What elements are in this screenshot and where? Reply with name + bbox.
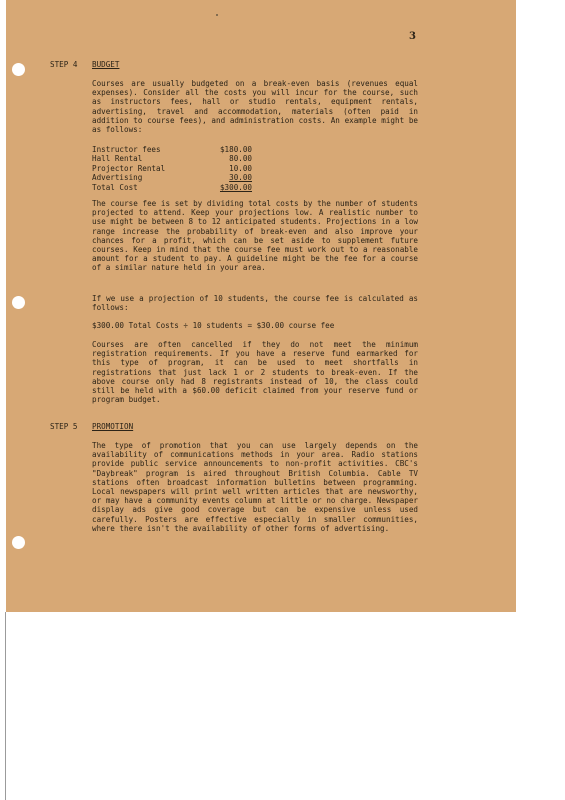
budget-total-row <box>92 183 252 192</box>
step5-label: STEP 5 <box>50 422 78 431</box>
budget-item: Hall Rental <box>92 154 143 164</box>
binder-hole-top <box>12 63 25 76</box>
binder-hole-middle <box>12 296 25 309</box>
budget-intro-paragraph: Courses are usually budgeted on a break-even basis (revenues equal expenses). Consider all the costs you will incur for the course, such as instructors fees, hall or studio rentals, equipment rentals, advertising, travel and accommodation, materials (often paid in addition to course fees), and administration costs. An example might be as follows: <box>92 79 418 135</box>
budget-row <box>92 154 252 163</box>
budget-table <box>92 145 252 192</box>
budget-item: Total Cost <box>92 182 138 192</box>
step5-title: PROMOTION <box>92 422 134 431</box>
budget-row <box>92 164 252 173</box>
budget-amount: 80.00 <box>229 154 252 164</box>
page-number: 3 <box>409 31 416 42</box>
budget-item: Advertising <box>92 173 143 183</box>
cancellation-paragraph: Courses are often cancelled if they do not meet the minimum registration requirements. If you have a reserve fund earmarked for this type of program, it can be used to meet shortfalls in registrations that just lack 1 or 2 students to break-even. If the above course only had 8 registrants instead of 10, the class could still be held with a $60.00 deficit claimed from your reserve fund or program budget. <box>92 340 418 405</box>
budget-row <box>92 145 252 154</box>
course-fee-paragraph: The course fee is set by dividing total costs by the number of students projected to attend. Keep your projections low. A realistic number to use might be between 8 to 12 anticipated students. Projections in a low range increase the probability of break-even and also improve your chances for a profit, which can be set aside to supplement future courses. Keep in mind that the course fee must work out to a reasonable amount for a student to pay. A guideline might be the fee for a course of a similar nature held in your area. <box>92 199 418 273</box>
binder-hole-bottom <box>12 536 25 549</box>
budget-amount: 30.00 <box>229 173 252 183</box>
scan-edge-line <box>5 612 6 800</box>
promotion-paragraph: The type of promotion that you can use largely depends on the availability of communications methods in your area. Radio stations provide public service announcements to non-profit activities. CBC's "Daybreak" program is aired throughout British Columbia. Cable TV stations often broadcast information bulletins between programming. Local newspapers will print well written articles that are newsworthy, or may have a community events column at little or no charge. Newspaper display ads give good coverage but can be expensive unless used carefully. Posters are effective especially in smaller communities, where there isn't the availability of other forms of advertising. <box>92 441 418 533</box>
step4-label: STEP 4 <box>50 60 78 69</box>
budget-total-amount: $300.00 <box>219 182 252 192</box>
budget-amount: 10.00 <box>229 163 252 173</box>
step4-title: BUDGET <box>92 60 120 69</box>
fee-formula: $300.00 Total Costs ÷ 10 students = $30.00 course fee <box>92 321 335 330</box>
budget-amount: $180.00 <box>219 145 252 154</box>
budget-row <box>92 173 252 182</box>
projection-paragraph: If we use a projection of 10 students, the course fee is calculated as follows: <box>92 294 418 313</box>
budget-item: Projector Rental <box>92 163 166 173</box>
ink-speck <box>216 14 218 16</box>
budget-item: Instructor fees <box>92 145 161 154</box>
